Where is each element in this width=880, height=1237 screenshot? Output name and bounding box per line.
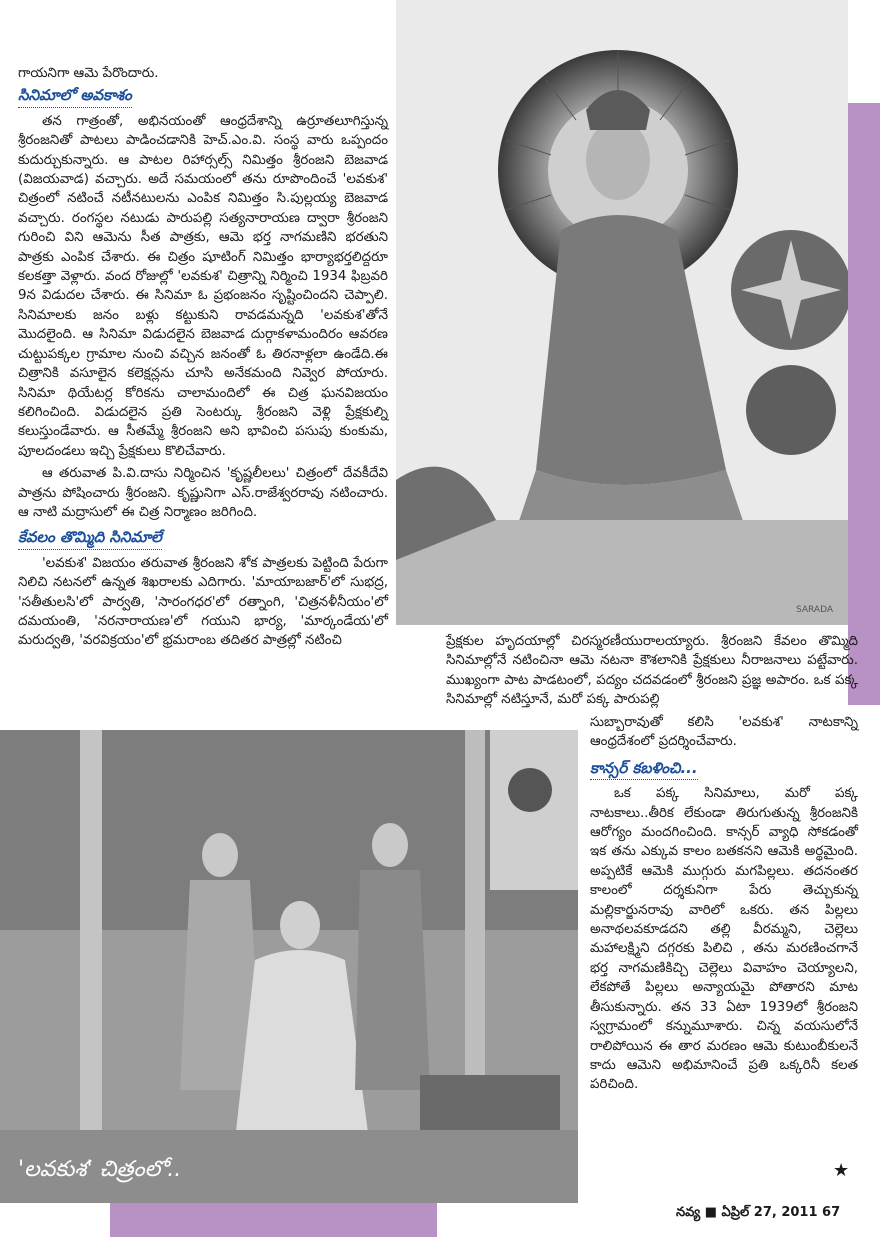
- footer-magazine: నవ్య: [676, 1205, 701, 1220]
- footer-page-number: 67: [822, 1205, 841, 1220]
- paragraph-nine-films-cont: ప్రేక్షకుల హృదయాల్లో చిరస్మరణీయురాలయ్యారు. శ్రీరంజని కేవలం తొమ్మిది సినిమాల్లోనే నటించినా ఆమె నటనా కౌశలానికి ప్రేక్షకులు నీరాజనాలు పట్టేవారు. ముఖ్యంగా పాట పాడటంలో, పద్యం చదవడంలో శ్రీరంజని ప్రజ్ఞ అపారం. ఒక పక్క సినిమాల్లో నటిస్తూనే, మరో పక్క పారుపల్లి: [446, 634, 858, 708]
- heading-nine-films: కేవలం తొమ్మిది సినిమాలే: [18, 528, 162, 549]
- column-left-top: [18, 64, 388, 651]
- end-mark: ★: [833, 1160, 850, 1181]
- footer: [676, 1205, 866, 1223]
- column-right-continued: [446, 632, 858, 710]
- heading-cinema-opportunity: సినిమాలో అవకాశం: [18, 86, 132, 107]
- footer-square-icon: ■: [704, 1205, 718, 1220]
- footer-date: ఏప్రిల్ 27, 2011: [721, 1205, 818, 1220]
- paragraph-nine-films-1: 'లవకుశ' విజయం తరువాత శ్రీరంజని శోక పాత్రలకు పెట్టింది పేరుగా నిలిచి నటనలో ఉన్నత శిఖరాలకు ఎదిగారు. 'మాయాబజార్'లో సుభద్ర, 'సతీతులసి'లో పార్వతి, 'సారంగధర'లో రత్నాంగి, 'చిత్రనళీనీయం'లో దమయంతి, 'నరనారాయణ'లో గయుని భార్య, 'మార్కండేయ'లో మరుద్వతి, 'వరవిక్రయం'లో భ్రమరాంబ తదితర పాత్రల్లో నటించి: [18, 555, 388, 649]
- photo-sita: [396, 0, 848, 625]
- heading-cancer: కాన్సర్ కబళించి...: [590, 759, 698, 780]
- photo-caption: 'లవకుశ' చిత్రంలో..: [18, 1157, 182, 1182]
- purple-strip-right: [848, 103, 880, 705]
- photo-sita-graphic: [396, 0, 848, 625]
- photo-credit: SARADA: [796, 605, 834, 615]
- paragraph-cancer: ఒక పక్క సినిమాలు, మరో పక్క నాటకాలు..తీరిక లేకుండా తిరుగుతున్న శ్రీరంజనికి ఆరోగ్యం మందగించింది. కాన్సర్ వ్యాధి సోకడంతో ఇక తను ఎక్కువ కాలం బతకనని ఆమెకి అర్థమైంది. అప్పటికే ఆమెకి ముగ్గురు మగపిల్లలు. తదనంతర కాలంలో దర్శకునిగా పేరు తెచ్చుకున్న మల్లికార్జునరావు వారిలో ఒకరు. తన పిల్లలు అనాథలవకూడదని తల్లి వీరమ్మని, చెల్లెలు మహాలక్ష్మిని దగ్గరకు పిలిచి , తను మరణించగానే భర్త నాగమణికిచ్చి చెల్లెలు వివాహం చెయ్యాలని, లేకపోతే పిల్లలు అన్యాయమై పోతారని మాట తీసుకున్నారు. తన 33 ఏటా 1939లో శ్రీరంజని స్వగ్రామంలో కన్నుమూశారు. చిన్న వయసులోనే రాలిపోయిన ఈ తార మరణం ఆమె కుటుంబీకులనే కాదు ఆమెని అభిమానించే ప్రతి ఒక్కరినీ కలత పరిచింది.: [590, 786, 858, 1093]
- paragraph-nine-films-end: సుబ్బారావుతో కలిసి 'లవకుశ' నాటకాన్ని ఆంధ్రదేశంలో ప్రదర్శించేవారు.: [590, 715, 858, 750]
- photo-lavakusa-graphic: [0, 730, 578, 1203]
- photo-lavakusa-still: [0, 730, 578, 1203]
- paragraph-cinema-1: తన గాత్రంతో, అభినయంతో ఆంధ్రదేశాన్ని ఉర్రూతలూగిస్తున్న శ్రీరంజనితో పాటలు పాడించడానికి హెచ్.ఎం.వి. సంస్థ వారు ఒప్పందం కుదుర్చుకున్నారు. ఆ పాటల రిహార్సల్స్ నిమిత్తం శ్రీరంజని బెజవాడ (విజయవాడ) వచ్చారు. అదే సమయంలో తను రూపొందించే 'లవకుశ' చిత్రంలో నటించే నటీనటులను ఎంపిక నిమిత్తం సి.పుల్లయ్య బెజవాడ వచ్చారు. రంగస్థల నటుడు పారుపల్లి సత్యనారాయణ ద్వారా శ్రీరంజని గురించి విని ఆమెను సీత పాత్రకు, ఆమె భర్త నాగమణిని భరతుని పాత్రకు ఎంపిక చేశారు. ఈ చిత్రం షూటింగ్ నిమిత్తం భార్యాభర్తలిద్దరూ కలకత్తా వెళ్లారు. వంద రోజుల్లో 'లవకుశ' చిత్రాన్ని నిర్మించి 1934 ఫిబ్రవరి 9న విడుదల చేశారు. ఈ సినిమా ఓ ప్రభంజనం సృష్టించిందని చెప్పాలి. సినిమాలకు జనం బళ్లు కట్టుకుని రావడమన్నది 'లవకుశ'తోనే మొదలైంది. ఆ సినిమా విడుదలైన బెజవాడ దుర్గాకళామందిరం ఆవరణ చుట్టుపక్కల గ్రామాల నుంచి వచ్చిన జనంతో ఓ తిరనాళ్లలా ఉండేది.ఈ చిత్రానికి వసూలైన కలెక్షన్లను చూసి అనేకమంది నివ్వెర పోయారు. సినిమా థియేటర్ల కోరికను చాలామందిలో ఈ చిత్ర ఘనవిజయం కలిగించింది. విడుదలైన ప్రతి సెంటర్కు శ్రీరంజని వెళ్లి ప్రేక్షకుల్ని కలుస్తుండేవారు. ఆ సీతమ్మే శ్రీరంజని అని భావించి పసుపు కుంకుమ, పూలదండలు ఇచ్చి ప్రేక్షకులు కొలిచేవారు.: [18, 113, 388, 459]
- purple-strip-bottom: [110, 1203, 437, 1237]
- top-line: గాయనిగా ఆమె పేరొందారు.: [18, 66, 159, 81]
- paragraph-cinema-2: ఆ తరువాత పి.వి.దాసు నిర్మించిన 'కృష్ణలీలలు' చిత్రంలో దేవకీదేవి పాత్రను పోషించారు శ్రీరంజని. కృష్ణునిగా ఎస్.రాజేశ్వరరావు నటించారు. ఆ నాటి మద్రాసులో ఈ చిత్ర నిర్మాణం జరిగింది.: [18, 466, 388, 520]
- column-right-bottom: [590, 713, 858, 1095]
